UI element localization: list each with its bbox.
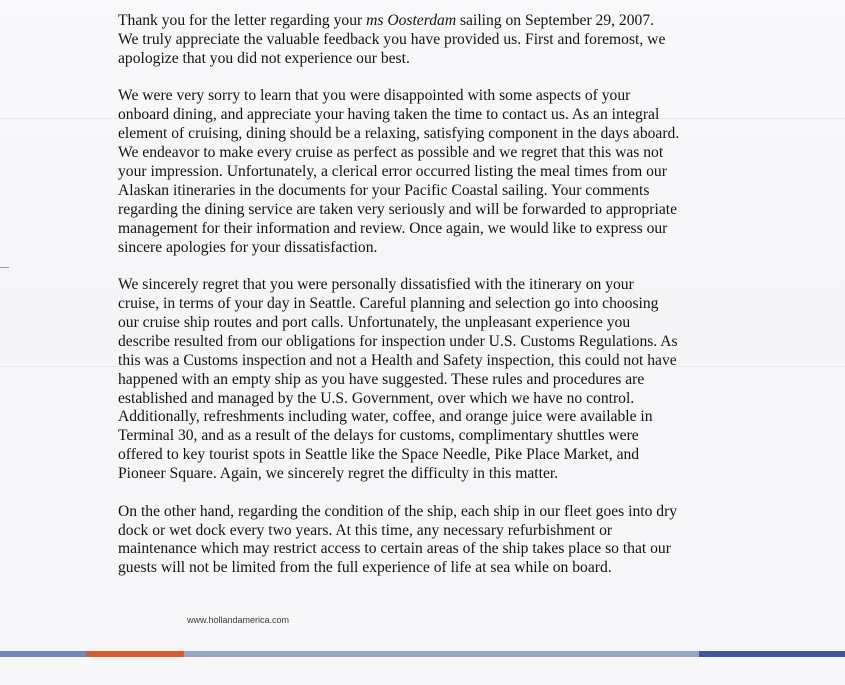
paragraph-line: happened with an empty ship as you have suggested. These rules and procedures are — [118, 370, 645, 388]
paragraph-line: We endeavor to make every cruise as perfect as possible and we regret that this was not — [118, 144, 664, 162]
paragraph-line: Pioneer Square. Again, we sincerely regret the difficulty in this matter. — [118, 465, 559, 483]
paragraph-line: Terminal 30, and as a result of the delays for customs, complimentary shuttles were — [118, 427, 639, 445]
text-fragment: Thank you for the letter regarding your — [118, 12, 367, 29]
paragraph-4 — [118, 503, 728, 579]
paragraph-line: describe resulted from our obligations for inspection under U.S. Customs Regulations. As — [118, 332, 678, 350]
paragraph-line: apologize that you did not experience our best. — [118, 49, 410, 67]
letter-body — [118, 12, 728, 597]
paragraph-1 — [118, 12, 728, 69]
paragraph-line: maintenance which may restrict access to certain areas of the ship takes place so that our — [118, 540, 671, 558]
footer-website-url: www.hollandamerica.com — [187, 615, 290, 625]
paragraph-3 — [118, 276, 728, 484]
paragraph-line: cruise, in terms of your day in Seattle. Careful planning and selection go into choosing — [118, 294, 659, 312]
ship-name: ms Oosterdam — [366, 12, 457, 29]
paragraph-line: guests will not be limited from the full experience of life at sea while on board. — [118, 559, 612, 577]
paragraph-line: your impression. Unfortunately, a clerical error occurred listing the meal times from our — [118, 162, 667, 180]
paragraph-line: element of cruising, dining should be a relaxing, satisfying component in the days aboard. — [118, 125, 680, 143]
paragraph-line: On the other hand, regarding the condition of the ship, each ship in our fleet goes into dry — [118, 502, 678, 520]
footer-stripe-orange — [86, 651, 184, 657]
paragraph-line: We sincerely regret that you were personally dissatisfied with the itinerary on your — [118, 276, 634, 294]
footer-stripe-pale-blue — [184, 651, 699, 657]
paragraph-2 — [118, 87, 728, 257]
paragraph-line: We truly appreciate the valuable feedback you have provided us. First and foremost, we — [118, 30, 666, 48]
margin-mark — [0, 267, 9, 268]
footer-stripe-light-blue — [0, 651, 86, 657]
paragraph-line: our cruise ship routes and port calls. Unfortunately, the unpleasant experience you — [118, 313, 631, 331]
paragraph-line: offered to key tourist spots in Seattle like the Space Needle, Pike Place Market, and — [118, 446, 640, 464]
paragraph-line: sincere apologies for your dissatisfaction. — [118, 238, 378, 256]
paragraph-line: onboard dining, and appreciate your having taken the time to contact us. As an integral — [118, 106, 660, 124]
paragraph-line: We were very sorry to learn that you were disappointed with some aspects of your — [118, 87, 631, 105]
paragraph-line: dock or wet dock every two years. At this time, any necessary refurbishment or — [118, 521, 613, 539]
paragraph-line: regarding the dining service are taken very seriously and will be forwarded to appropriate — [118, 200, 677, 218]
paragraph-line: Alaskan itineraries in the documents for your Pacific Coastal sailing. Your comments — [118, 181, 650, 199]
footer-stripe-dark-blue — [699, 651, 845, 657]
paragraph-line: management for their information and review. Once again, we would like to express our — [118, 219, 668, 237]
paragraph-line: established and managed by the U.S. Government, over which we have no control. — [118, 389, 635, 407]
paragraph-line: Additionally, refreshments including water, coffee, and orange juice were available in — [118, 408, 653, 426]
paragraph-line — [118, 12, 728, 31]
paragraph-line: this was a Customs inspection and not a Health and Safety inspection, this could not have — [118, 351, 677, 369]
text-fragment: sailing on September 29, 2007. — [456, 12, 655, 29]
